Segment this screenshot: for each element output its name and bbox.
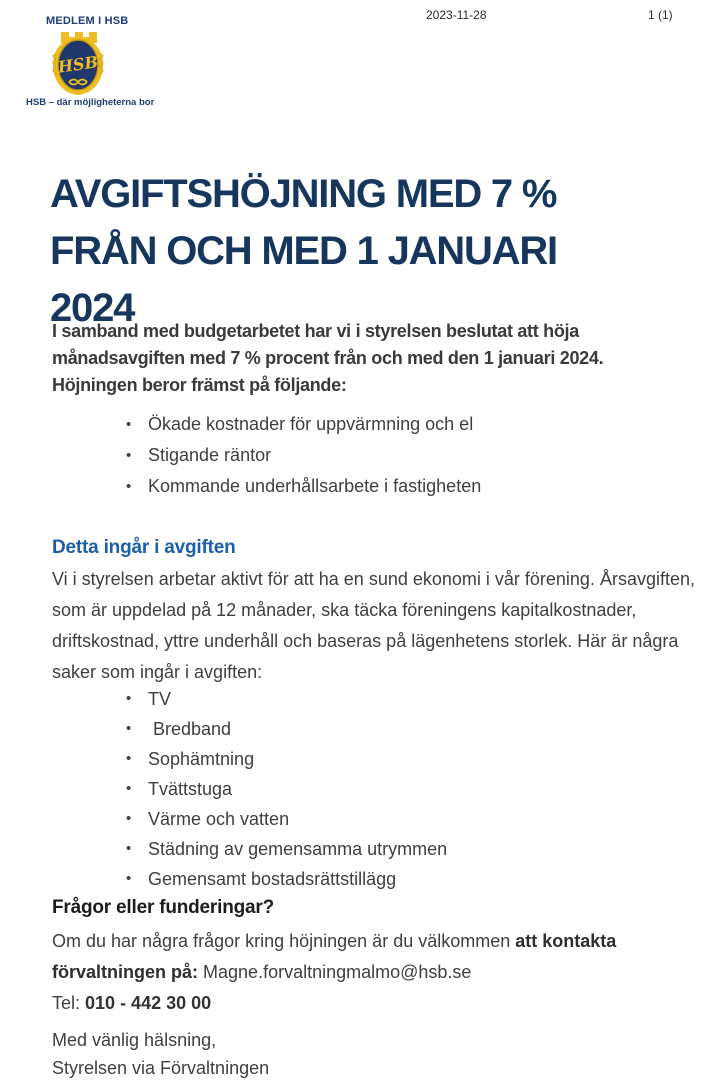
list-item	[52, 864, 447, 894]
bullet-icon: •	[126, 840, 132, 857]
list-item-text: TV	[148, 689, 172, 709]
bullet-icon: •	[126, 478, 132, 495]
list-item	[52, 774, 447, 804]
svg-text:HSB: HSB	[56, 52, 100, 77]
tel-label: Tel:	[52, 993, 81, 1013]
list-item-text: Städning av gemensamma utrymmen	[148, 839, 448, 859]
list-item	[52, 409, 481, 440]
questions-section-heading: Frågor eller funderingar?	[52, 897, 274, 918]
includes-list	[52, 684, 447, 894]
closing-line-2: Styrelsen via Förvaltningen	[52, 1058, 270, 1078]
email-address: Magne.forvaltningmalmo@hsb.se	[203, 962, 472, 982]
list-item	[52, 744, 447, 774]
bullet-icon: •	[126, 720, 132, 737]
list-item	[52, 471, 481, 502]
list-item-text: Värme och vatten	[148, 809, 290, 829]
questions-text-regular: Om du har några frågor kring höjningen är du välkommen	[52, 931, 511, 951]
list-item-text: Gemensamt bostadsrättstillägg	[148, 869, 397, 889]
logo-tagline: HSB – där möjligheterna bor	[26, 97, 155, 108]
member-label: MEDLEM I HSB	[46, 15, 129, 27]
list-item	[52, 714, 447, 744]
list-item-text: Stigande räntor	[148, 445, 272, 465]
includes-paragraph: Vi i styrelsen arbetar aktivt för att ha en sund ekonomi i vår förening. Årsavgiften, som är uppdelad på 12 månader, ska täcka föreningens kapitalkostnader, driftskostnad, yttre underhåll och baseras på lägenhetens storlek. Här är några saker som ingår i avgiften:	[52, 569, 695, 682]
reasons-list	[52, 409, 481, 502]
includes-section-heading: Detta ingår i avgiften	[52, 537, 236, 558]
intro-paragraph: I samband med budgetarbetet har vi i styrelsen beslutat att höja månadsavgiften med 7 % procent från och med den 1 januari 2024. Höjningen beror främst på följande:	[52, 321, 604, 395]
page-number: 1 (1)	[648, 8, 673, 22]
list-item-text: Bredband	[153, 719, 232, 739]
list-item-text: Sophämtning	[148, 749, 255, 769]
questions-paragraph	[52, 926, 702, 1019]
bullet-icon: •	[126, 810, 132, 827]
hsb-logo-icon	[44, 31, 112, 95]
bullet-icon: •	[126, 690, 132, 707]
list-item	[52, 834, 447, 864]
list-item-text: Tvättstuga	[148, 779, 233, 799]
closing-signature	[52, 1026, 269, 1080]
bullet-icon: •	[126, 870, 132, 887]
bullet-icon: •	[126, 780, 132, 797]
document-date: 2023-11-28	[426, 8, 487, 22]
closing-line-1: Med vänlig hälsning,	[52, 1030, 217, 1050]
list-item	[52, 440, 481, 471]
bullet-icon: •	[126, 416, 132, 433]
document-title: AVGIFTSHÖJNING MED 7 % FRÅN OCH MED 1 JANUARI 2024	[50, 172, 557, 330]
list-item	[52, 804, 447, 834]
list-item-text: Ökade kostnader för uppvärmning och el	[148, 414, 474, 434]
telephone-line	[52, 988, 702, 1019]
tel-number: 010 - 442 30 00	[85, 993, 212, 1013]
questions-text-bold: att kontakta förvaltningen på:	[52, 931, 617, 982]
list-item	[52, 684, 447, 714]
list-item-text: Kommande underhållsarbete i fastigheten	[148, 476, 482, 496]
bullet-icon: •	[126, 750, 132, 767]
bullet-icon: •	[126, 447, 132, 464]
